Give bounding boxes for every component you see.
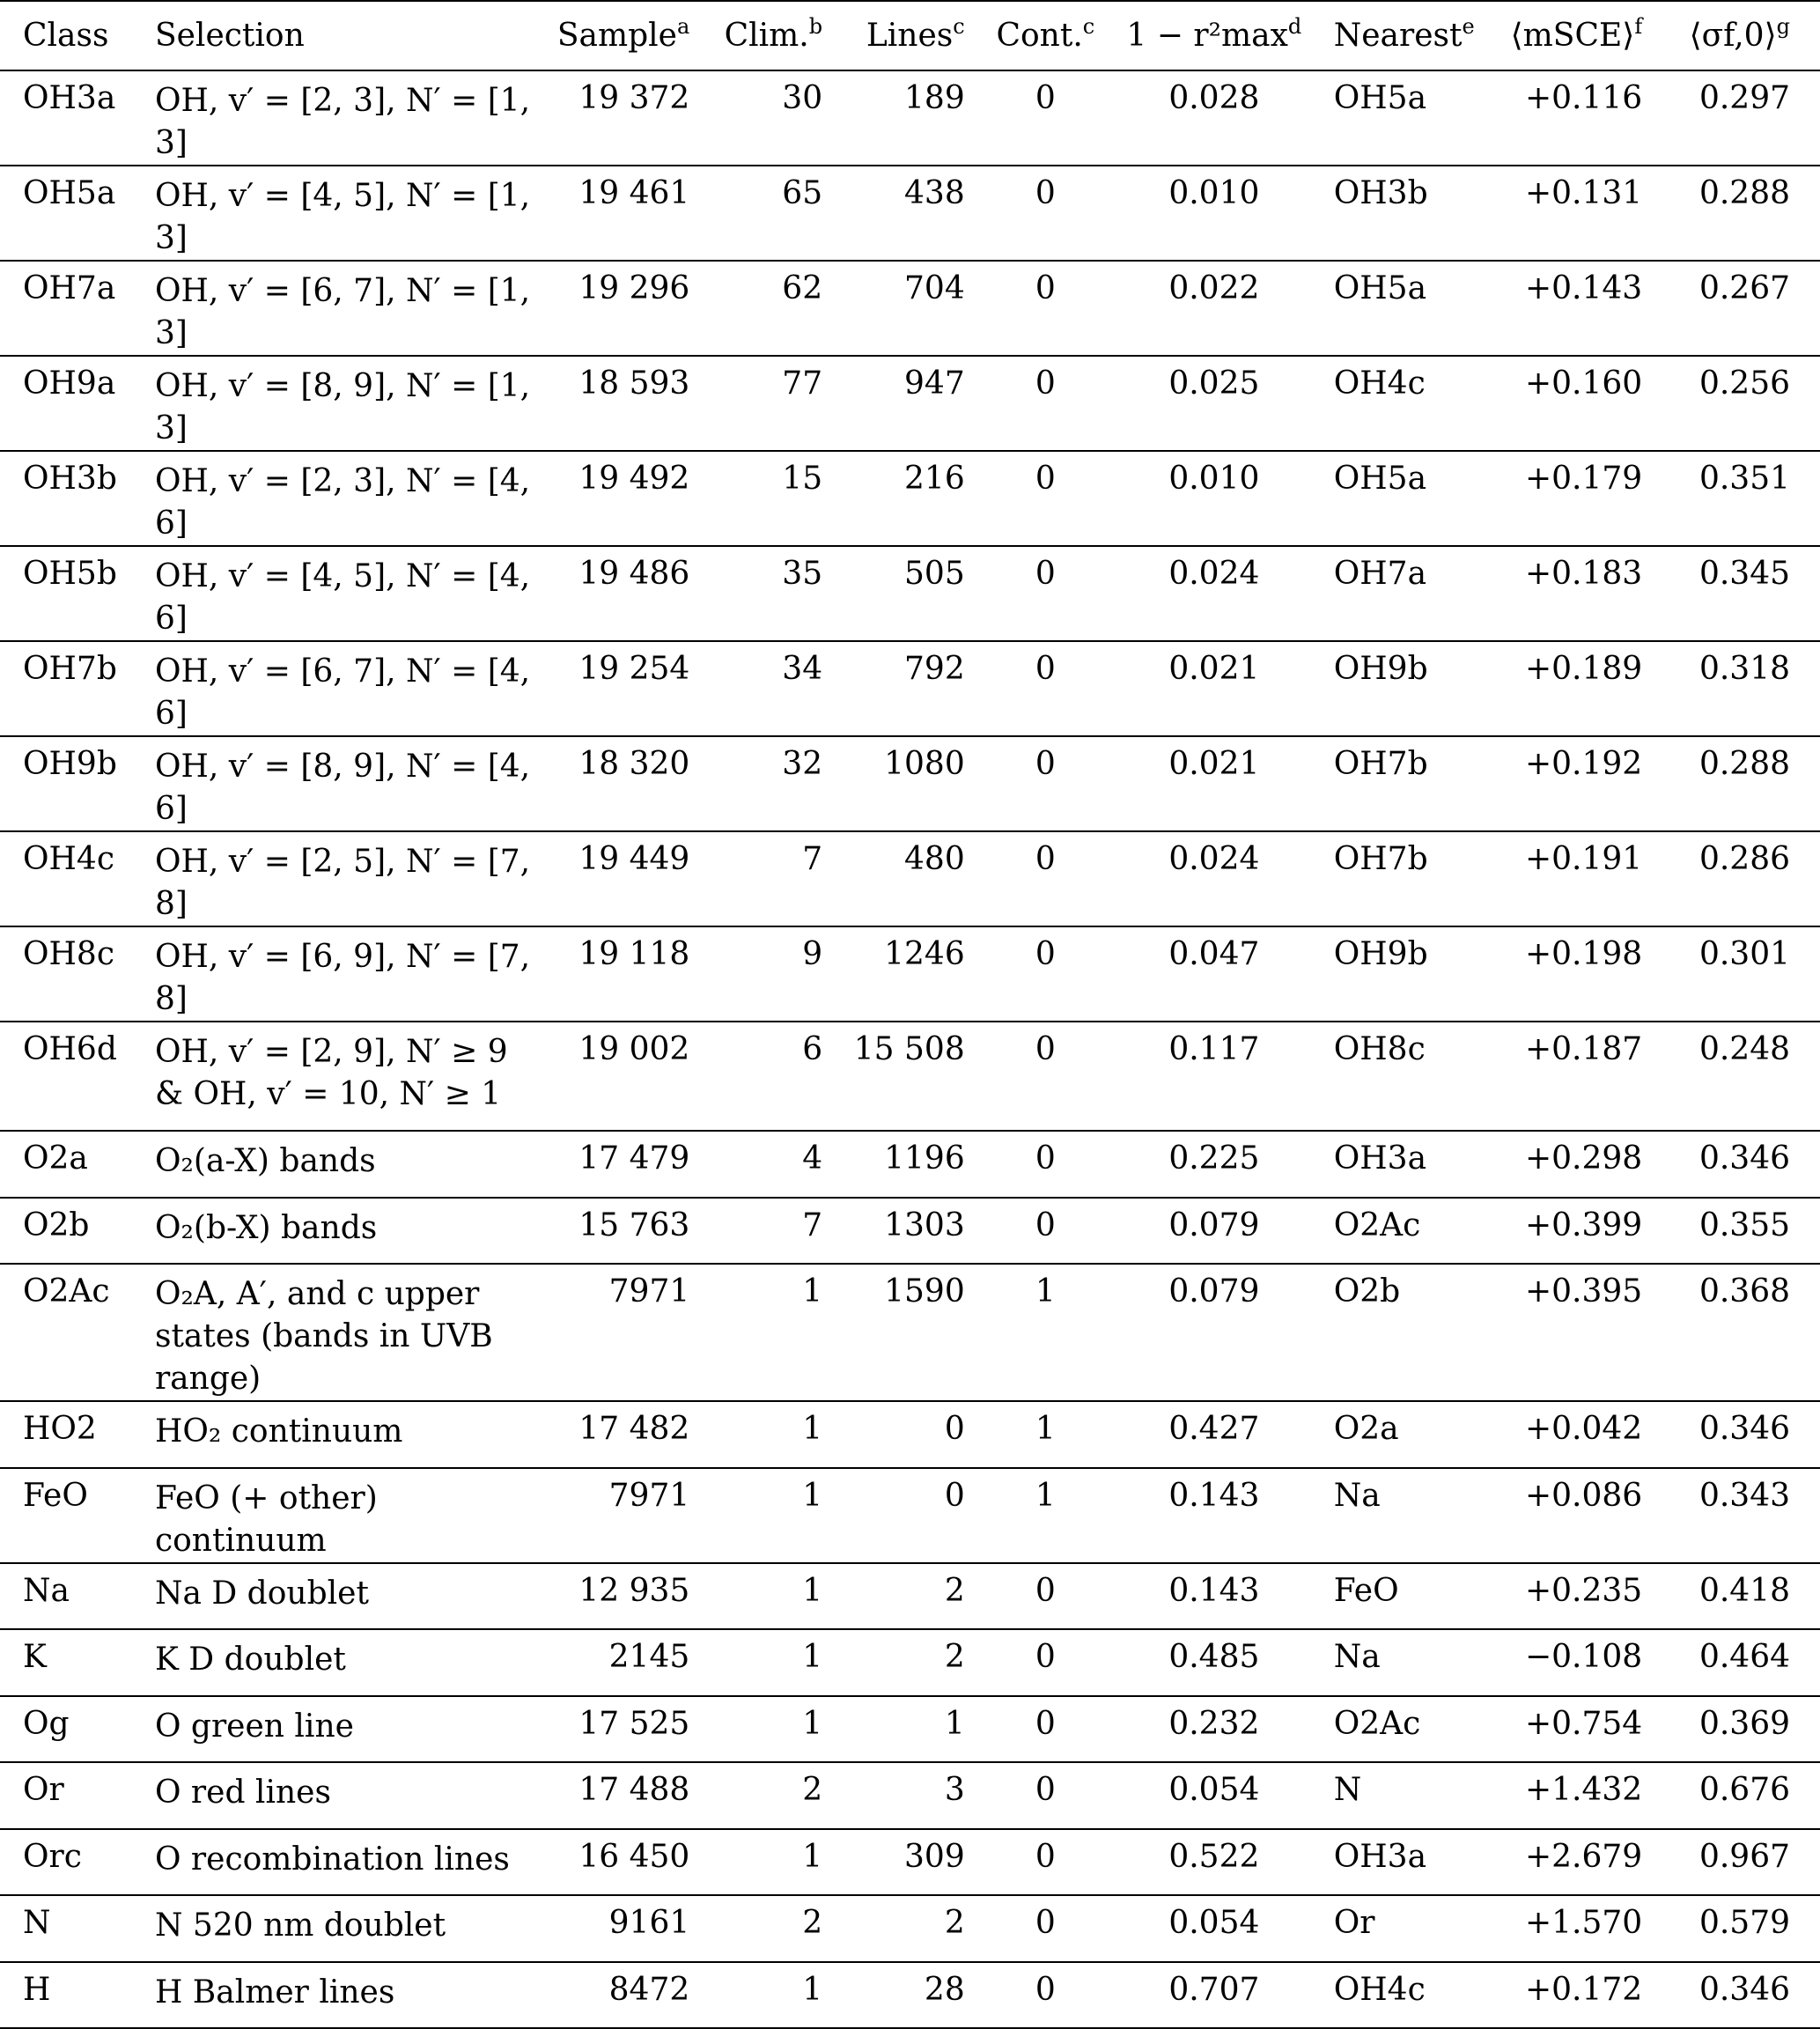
cell-r2: 0.427 <box>1168 1411 1260 1447</box>
cell-selection: HO₂ continuum <box>154 1413 403 1450</box>
header-lines: Lines$^c$ <box>829 1 972 70</box>
cell-clim: 15 <box>782 461 823 497</box>
cell-nearest: OH3a <box>1333 1140 1427 1177</box>
cell-lines: 792 <box>904 651 965 687</box>
cell-sigma: 0.346 <box>1698 1140 1790 1177</box>
cell-sigma: 0.464 <box>1698 1639 1790 1675</box>
cell-r2: 0.079 <box>1168 1273 1260 1310</box>
cell-clim: 65 <box>782 175 823 211</box>
cell-msce: +0.179 <box>1524 461 1643 497</box>
cell-selection: O₂A, A′, and c upper states (bands in UVB range) <box>154 1276 493 1397</box>
cell-nearest: OH4c <box>1333 365 1426 402</box>
cell-class: OH9a <box>23 365 116 402</box>
cell-msce: +0.754 <box>1524 1705 1643 1742</box>
cell-msce: +2.679 <box>1524 1838 1643 1875</box>
cell-cont: 1 <box>1035 1477 1056 1514</box>
cell-clim: 1 <box>802 1639 823 1675</box>
cell-nearest: OH4c <box>1333 1971 1426 2008</box>
header-sigma: ⟨σf,0⟩$^g$ <box>1649 1 1820 70</box>
cell-r2: 0.117 <box>1168 1031 1260 1067</box>
cell-clim: 77 <box>782 365 823 402</box>
cell-class: OH6d <box>23 1031 117 1067</box>
table-row <box>0 831 1820 926</box>
cell-sample: 12 935 <box>578 1572 690 1609</box>
cell-msce: +0.143 <box>1524 270 1643 306</box>
cell-clim: 1 <box>802 1705 823 1742</box>
cell-selection: OH, v′ = [2, 3], N′ = [1, 3] <box>154 83 531 161</box>
footnote-marker: f <box>1634 14 1643 39</box>
cell-nearest: FeO <box>1333 1572 1399 1609</box>
cell-r2: 0.054 <box>1168 1772 1260 1808</box>
cell-sigma: 0.318 <box>1698 651 1790 687</box>
cell-sample: 19 118 <box>578 936 690 972</box>
cell-msce: +0.235 <box>1524 1572 1643 1609</box>
cell-selection: O recombination lines <box>154 1841 510 1878</box>
table-row <box>0 261 1820 356</box>
table-row <box>0 1563 1820 1630</box>
cell-selection: OH, v′ = [2, 3], N′ = [4, 6] <box>154 463 531 542</box>
cell-r2: 0.054 <box>1168 1905 1260 1941</box>
cell-sigma: 0.355 <box>1698 1206 1790 1243</box>
cell-selection: OH, v′ = [2, 9], N′ ≥ 9 & OH, v′ = 10, N′ ≥ 1 <box>154 1034 508 1112</box>
table-row <box>0 1264 1820 1401</box>
cell-sample: 17 488 <box>578 1772 690 1808</box>
cell-sample: 19 492 <box>578 461 690 497</box>
cell-sample: 15 763 <box>578 1206 690 1243</box>
cell-cont: 0 <box>1035 1971 1056 2008</box>
cell-r2: 0.025 <box>1168 365 1260 402</box>
cell-nearest: OH9b <box>1333 651 1428 687</box>
header-selection: Selection <box>148 1 550 70</box>
cell-cont: 0 <box>1035 1572 1056 1609</box>
header-clim: Clim.$^b$ <box>696 1 829 70</box>
cell-sigma: 0.351 <box>1698 461 1790 497</box>
cell-class: Og <box>23 1705 70 1742</box>
cell-r2: 0.485 <box>1168 1639 1260 1675</box>
cell-clim: 1 <box>802 1838 823 1875</box>
cell-cont: 0 <box>1035 936 1056 972</box>
cell-lines: 2 <box>944 1572 965 1609</box>
cell-selection: OH, v′ = [2, 5], N′ = [7, 8] <box>154 844 531 922</box>
cell-sigma: 0.369 <box>1698 1705 1790 1742</box>
cell-msce: +0.131 <box>1524 175 1643 211</box>
cell-sample: 19 461 <box>578 175 690 211</box>
cell-class: H <box>23 1971 51 2008</box>
cell-msce: +1.570 <box>1524 1905 1643 1941</box>
cell-sample: 18 320 <box>578 746 690 782</box>
cell-r2: 0.143 <box>1168 1572 1260 1609</box>
cell-msce: +0.395 <box>1524 1273 1643 1310</box>
cell-clim: 7 <box>802 841 823 877</box>
cell-selection: OH, v′ = [6, 7], N′ = [1, 3] <box>154 273 531 351</box>
cell-cont: 0 <box>1035 1639 1056 1675</box>
cell-nearest: O2b <box>1333 1273 1401 1310</box>
cell-sample: 19 449 <box>578 841 690 877</box>
cell-class: Na <box>23 1572 70 1609</box>
cell-selection: OH, v′ = [6, 7], N′ = [4, 6] <box>154 653 531 732</box>
cell-nearest: OH9b <box>1333 936 1428 972</box>
cell-lines: 309 <box>904 1838 965 1875</box>
cell-clim: 62 <box>782 270 823 306</box>
table-row <box>0 1131 1820 1198</box>
cell-msce: +0.172 <box>1524 1971 1643 2008</box>
cell-lines: 1 <box>944 1705 965 1742</box>
cell-msce: +0.183 <box>1524 556 1643 592</box>
cell-clim: 7 <box>802 1206 823 1243</box>
cell-sample: 17 482 <box>578 1411 690 1447</box>
cell-msce: +0.116 <box>1524 80 1643 116</box>
cell-r2: 0.225 <box>1168 1140 1260 1177</box>
cell-sample: 17 525 <box>578 1705 690 1742</box>
cell-cont: 0 <box>1035 841 1056 877</box>
cell-sigma: 0.967 <box>1698 1838 1790 1875</box>
cell-lines: 1246 <box>884 936 965 972</box>
cell-lines: 0 <box>944 1477 965 1514</box>
cell-lines: 1196 <box>884 1140 965 1177</box>
cell-sample: 19 486 <box>578 556 690 592</box>
cell-r2: 0.028 <box>1168 80 1260 116</box>
cell-selection: H Balmer lines <box>154 1974 395 2011</box>
cell-nearest: OH5a <box>1333 461 1427 497</box>
cell-class: Orc <box>23 1838 82 1875</box>
cell-selection: OH, v′ = [8, 9], N′ = [4, 6] <box>154 749 531 827</box>
table-row <box>0 736 1820 831</box>
cell-r2: 0.024 <box>1168 556 1260 592</box>
cell-r2: 0.522 <box>1168 1838 1260 1875</box>
cell-lines: 1303 <box>884 1206 965 1243</box>
cell-sample: 16 450 <box>578 1838 690 1875</box>
cell-msce: +0.298 <box>1524 1140 1643 1177</box>
cell-lines: 704 <box>904 270 965 306</box>
cell-lines: 438 <box>904 175 965 211</box>
table-row <box>0 166 1820 261</box>
cell-nearest: Na <box>1333 1477 1381 1514</box>
cell-lines: 1590 <box>884 1273 965 1310</box>
cell-r2: 0.232 <box>1168 1705 1260 1742</box>
cell-nearest: OH7b <box>1333 746 1428 782</box>
cell-nearest: OH3b <box>1333 175 1428 211</box>
cell-selection: OH, v′ = [4, 5], N′ = [1, 3] <box>154 178 531 256</box>
cell-cont: 0 <box>1035 461 1056 497</box>
header-sample: Sample$^a$ <box>550 1 696 70</box>
cell-msce: +0.086 <box>1524 1477 1643 1514</box>
cell-cont: 0 <box>1035 1705 1056 1742</box>
cell-r2: 0.021 <box>1168 746 1260 782</box>
cell-clim: 1 <box>802 1572 823 1609</box>
cell-msce: +1.432 <box>1524 1772 1643 1808</box>
table-row <box>0 546 1820 641</box>
cell-sigma: 0.301 <box>1698 936 1790 972</box>
cell-lines: 2 <box>944 1639 965 1675</box>
cell-r2: 0.707 <box>1168 1971 1260 2008</box>
cell-clim: 1 <box>802 1273 823 1310</box>
cell-cont: 0 <box>1035 1140 1056 1177</box>
cell-nearest: O2Ac <box>1333 1206 1421 1243</box>
table-row <box>0 1401 1820 1468</box>
cell-clim: 9 <box>802 936 823 972</box>
cell-cont: 0 <box>1035 1772 1056 1808</box>
cell-clim: 34 <box>782 651 823 687</box>
cell-clim: 2 <box>802 1772 823 1808</box>
cell-lines: 1080 <box>884 746 965 782</box>
table-row <box>0 1022 1820 1131</box>
cell-lines: 216 <box>904 461 965 497</box>
cell-sigma: 0.256 <box>1698 365 1790 402</box>
footnote-marker: b <box>808 14 823 39</box>
cell-clim: 4 <box>802 1140 823 1177</box>
cell-sigma: 0.267 <box>1698 270 1790 306</box>
cell-cont: 0 <box>1035 1206 1056 1243</box>
table-row <box>0 1895 1820 1962</box>
cell-sample: 19 372 <box>578 80 690 116</box>
cell-r2: 0.021 <box>1168 651 1260 687</box>
cell-sigma: 0.248 <box>1698 1031 1790 1067</box>
header-msce: ⟨mSCE⟩$^f$ <box>1503 1 1649 70</box>
cell-selection: FeO (+ other) continuum <box>154 1479 378 1559</box>
footnote-marker: g <box>1776 14 1790 39</box>
cell-clim: 32 <box>782 746 823 782</box>
cell-msce: +0.192 <box>1524 746 1643 782</box>
cell-sample: 17 479 <box>578 1140 690 1177</box>
cell-nearest: O2a <box>1333 1411 1399 1447</box>
cell-nearest: OH3a <box>1333 1838 1427 1875</box>
cell-nearest: O2Ac <box>1333 1705 1421 1742</box>
cell-class: OH3a <box>23 80 116 116</box>
cell-sigma: 0.676 <box>1698 1772 1790 1808</box>
cell-class: FeO <box>23 1477 88 1514</box>
cell-sigma: 0.288 <box>1698 746 1790 782</box>
cell-class: OH8c <box>23 936 114 972</box>
cell-cont: 0 <box>1035 651 1056 687</box>
cell-class: Or <box>23 1772 64 1808</box>
cell-clim: 1 <box>802 1411 823 1447</box>
cell-cont: 0 <box>1035 556 1056 592</box>
cell-selection: OH, v′ = [6, 9], N′ = [7, 8] <box>154 939 531 1017</box>
cell-clim: 1 <box>802 1971 823 2008</box>
cell-r2: 0.024 <box>1168 841 1260 877</box>
cell-sigma: 0.343 <box>1698 1477 1790 1514</box>
cell-selection: O₂(a-X) bands <box>154 1143 376 1179</box>
table-row <box>0 1468 1820 1563</box>
cell-cont: 0 <box>1035 1031 1056 1067</box>
cell-clim: 2 <box>802 1905 823 1941</box>
cell-msce: +0.198 <box>1524 936 1643 972</box>
header-row <box>0 1 1820 70</box>
cell-sample: 19 002 <box>578 1031 690 1067</box>
table-row <box>0 1198 1820 1265</box>
table-header <box>0 1 1820 70</box>
cell-cont: 0 <box>1035 1838 1056 1875</box>
cell-sigma: 0.418 <box>1698 1572 1790 1609</box>
header-cont: Cont.$^c$ <box>972 1 1119 70</box>
cell-class: O2b <box>23 1206 90 1243</box>
cell-lines: 480 <box>904 841 965 877</box>
cell-selection: O₂(b-X) bands <box>154 1209 378 1246</box>
cell-lines: 505 <box>904 556 965 592</box>
cell-class: OH5b <box>23 556 117 592</box>
cell-msce: +0.189 <box>1524 651 1643 687</box>
cell-cont: 1 <box>1035 1273 1056 1310</box>
footnote-marker: c <box>953 14 965 39</box>
cell-cont: 0 <box>1035 365 1056 402</box>
header-class: Class <box>0 1 148 70</box>
cell-class: HO2 <box>23 1411 97 1447</box>
cell-lines: 189 <box>904 80 965 116</box>
cell-nearest: OH5a <box>1333 80 1427 116</box>
cell-r2: 0.047 <box>1168 936 1260 972</box>
table-row <box>0 641 1820 736</box>
cell-sample: 8472 <box>608 1971 690 2008</box>
cell-msce: −0.108 <box>1524 1639 1643 1675</box>
table-body <box>0 70 1820 2028</box>
cell-class: OH3b <box>23 461 117 497</box>
cell-r2: 0.010 <box>1168 461 1260 497</box>
cell-sigma: 0.346 <box>1698 1411 1790 1447</box>
cell-cont: 0 <box>1035 80 1056 116</box>
cell-cont: 1 <box>1035 1411 1056 1447</box>
cell-sigma: 0.346 <box>1698 1971 1790 2008</box>
cell-lines: 15 508 <box>853 1031 965 1067</box>
cell-lines: 28 <box>924 1971 965 2008</box>
cell-cont: 0 <box>1035 175 1056 211</box>
footnote-marker: e <box>1462 14 1475 39</box>
cell-msce: +0.191 <box>1524 841 1643 877</box>
cell-selection: OH, v′ = [4, 5], N′ = [4, 6] <box>154 558 531 637</box>
cell-selection: Na D doublet <box>154 1575 369 1612</box>
cell-sample: 7971 <box>608 1273 690 1310</box>
cell-r2: 0.079 <box>1168 1206 1260 1243</box>
cell-class: OH9b <box>23 746 117 782</box>
cell-cont: 0 <box>1035 270 1056 306</box>
cell-class: OH7b <box>23 651 117 687</box>
cell-lines: 3 <box>944 1772 965 1808</box>
cell-selection: O red lines <box>154 1774 331 1811</box>
cell-cont: 0 <box>1035 1905 1056 1941</box>
cell-sigma: 0.286 <box>1698 841 1790 877</box>
cell-sample: 9161 <box>608 1905 690 1941</box>
cell-selection: O green line <box>154 1708 354 1745</box>
cell-sigma: 0.297 <box>1698 80 1790 116</box>
cell-selection: N 520 nm doublet <box>154 1907 446 1944</box>
table-row <box>0 926 1820 1022</box>
cell-sigma: 0.579 <box>1698 1905 1790 1941</box>
table-row <box>0 1762 1820 1829</box>
cell-class: K <box>23 1639 47 1675</box>
cell-msce: +0.160 <box>1524 365 1643 402</box>
cell-clim: 1 <box>802 1477 823 1514</box>
cell-sigma: 0.345 <box>1698 556 1790 592</box>
cell-class: O2Ac <box>23 1273 110 1310</box>
cell-r2: 0.022 <box>1168 270 1260 306</box>
cell-selection: OH, v′ = [8, 9], N′ = [1, 3] <box>154 368 531 446</box>
cell-nearest: N <box>1333 1772 1362 1808</box>
header-r2: 1 − r²max$^d$ <box>1119 1 1309 70</box>
cell-clim: 6 <box>802 1031 823 1067</box>
table-row <box>0 1962 1820 2029</box>
cell-sigma: 0.288 <box>1698 175 1790 211</box>
table-row <box>0 1829 1820 1896</box>
cell-nearest: OH5a <box>1333 270 1427 306</box>
cell-class: OH4c <box>23 841 114 877</box>
table-row <box>0 1696 1820 1763</box>
cell-cont: 0 <box>1035 746 1056 782</box>
table-row <box>0 1629 1820 1696</box>
cell-sigma: 0.368 <box>1698 1273 1790 1310</box>
cell-nearest: Or <box>1333 1905 1375 1941</box>
cell-lines: 947 <box>904 365 965 402</box>
footnote-marker: d <box>1287 14 1302 39</box>
cell-nearest: OH8c <box>1333 1031 1426 1067</box>
cell-clim: 35 <box>782 556 823 592</box>
cell-sample: 18 593 <box>578 365 690 402</box>
cell-sample: 7971 <box>608 1477 690 1514</box>
footnote-marker: c <box>1082 14 1095 39</box>
cell-nearest: Na <box>1333 1639 1381 1675</box>
footnote-marker: a <box>676 14 690 39</box>
cell-sample: 2145 <box>608 1639 690 1675</box>
cell-class: N <box>23 1905 51 1941</box>
cell-msce: +0.187 <box>1524 1031 1643 1067</box>
cell-r2: 0.143 <box>1168 1477 1260 1514</box>
cell-nearest: OH7a <box>1333 556 1427 592</box>
table-row <box>0 356 1820 451</box>
cell-r2: 0.010 <box>1168 175 1260 211</box>
cell-lines: 0 <box>944 1411 965 1447</box>
table-row <box>0 70 1820 166</box>
cell-sample: 19 296 <box>578 270 690 306</box>
cell-class: OH5a <box>23 175 116 211</box>
cell-nearest: OH7b <box>1333 841 1428 877</box>
cell-selection: K D doublet <box>154 1642 346 1678</box>
cell-msce: +0.399 <box>1524 1206 1643 1243</box>
cell-lines: 2 <box>944 1905 965 1941</box>
header-nearest: Nearest$^e$ <box>1309 1 1504 70</box>
cell-class: OH7a <box>23 270 116 306</box>
cell-msce: +0.042 <box>1524 1411 1643 1447</box>
cell-class: O2a <box>23 1140 88 1177</box>
table-row <box>0 451 1820 546</box>
cell-clim: 30 <box>782 80 823 116</box>
cell-sample: 19 254 <box>578 651 690 687</box>
